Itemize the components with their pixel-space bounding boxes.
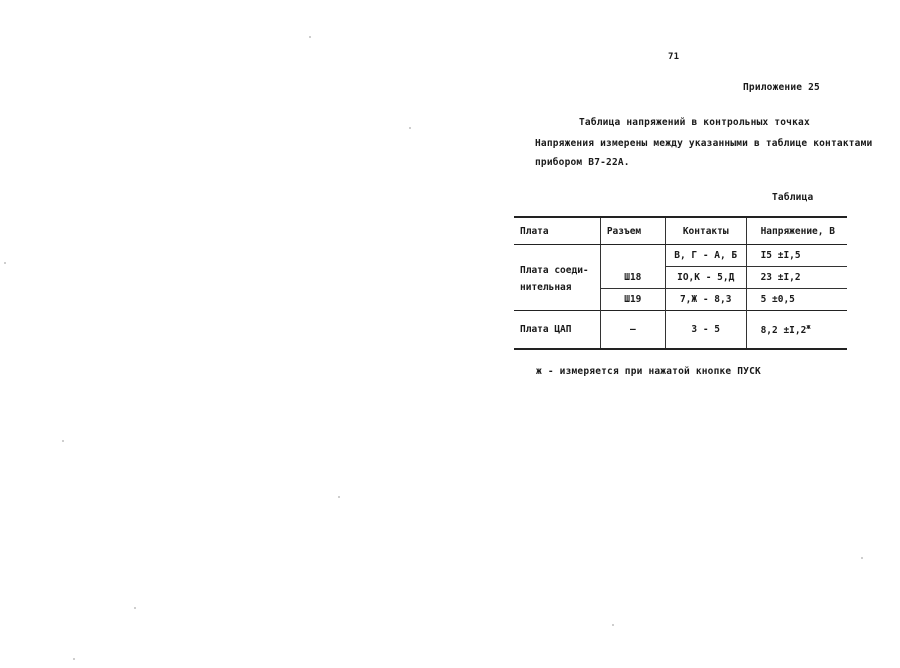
scan-speck: [612, 624, 614, 626]
connector-cell: [600, 245, 665, 267]
connector-cell: Ш19: [600, 289, 665, 311]
contacts-cell: 3 - 5: [665, 311, 746, 350]
voltage-cell: I5 ±I,5: [746, 245, 847, 267]
voltage-value: 8,2 ±I,2: [760, 325, 807, 337]
scan-speck: [4, 262, 6, 264]
voltage-cell: 23 ±I,2: [746, 267, 847, 289]
contacts-cell: 7,Ж - 8,3: [665, 289, 746, 311]
contacts-cell: IO,К - 5,Д: [665, 267, 746, 289]
scan-speck: [409, 127, 411, 129]
header-contacts: Контакты: [665, 217, 746, 245]
table-header-row: [514, 217, 847, 245]
board-cell-connecting: [514, 245, 600, 311]
table-row: [514, 245, 847, 267]
description-line-2: прибором В7-22А.: [535, 157, 630, 168]
footnote-mark: ж: [806, 322, 811, 331]
board-name-line-1: Плата соеди-: [520, 264, 589, 276]
connector-cell: Ш18: [600, 267, 665, 289]
appendix-label: Приложение 25: [743, 82, 820, 93]
voltage-cell: [746, 311, 847, 350]
header-connector: Разъем: [600, 217, 665, 245]
table-row: [514, 311, 847, 350]
footnote: ж - измеряется при нажатой кнопке ПУСК: [536, 366, 761, 377]
scan-speck: [309, 36, 311, 38]
contacts-cell: В, Г - А, Б: [665, 245, 746, 267]
scan-speck: [338, 496, 340, 498]
voltage-table: [514, 216, 847, 350]
header-voltage: Напряжение, В: [746, 217, 847, 245]
page-number: 71: [668, 52, 680, 62]
scan-speck: [861, 557, 863, 559]
connector-cell: –: [600, 311, 665, 350]
description-line-1: Напряжения измерены между указанными в таблице контактами: [535, 138, 873, 149]
board-cell-dac: Плата ЦАП: [514, 311, 600, 350]
voltage-cell: 5 ±0,5: [746, 289, 847, 311]
table-caption: Таблица: [772, 192, 814, 203]
scan-speck: [134, 607, 136, 609]
header-board: Плата: [514, 217, 600, 245]
table-title: Таблица напряжений в контрольных точках: [579, 117, 810, 128]
board-name-line-2: нительная: [520, 281, 572, 293]
scan-speck: [62, 440, 64, 442]
scan-speck: [73, 658, 75, 660]
